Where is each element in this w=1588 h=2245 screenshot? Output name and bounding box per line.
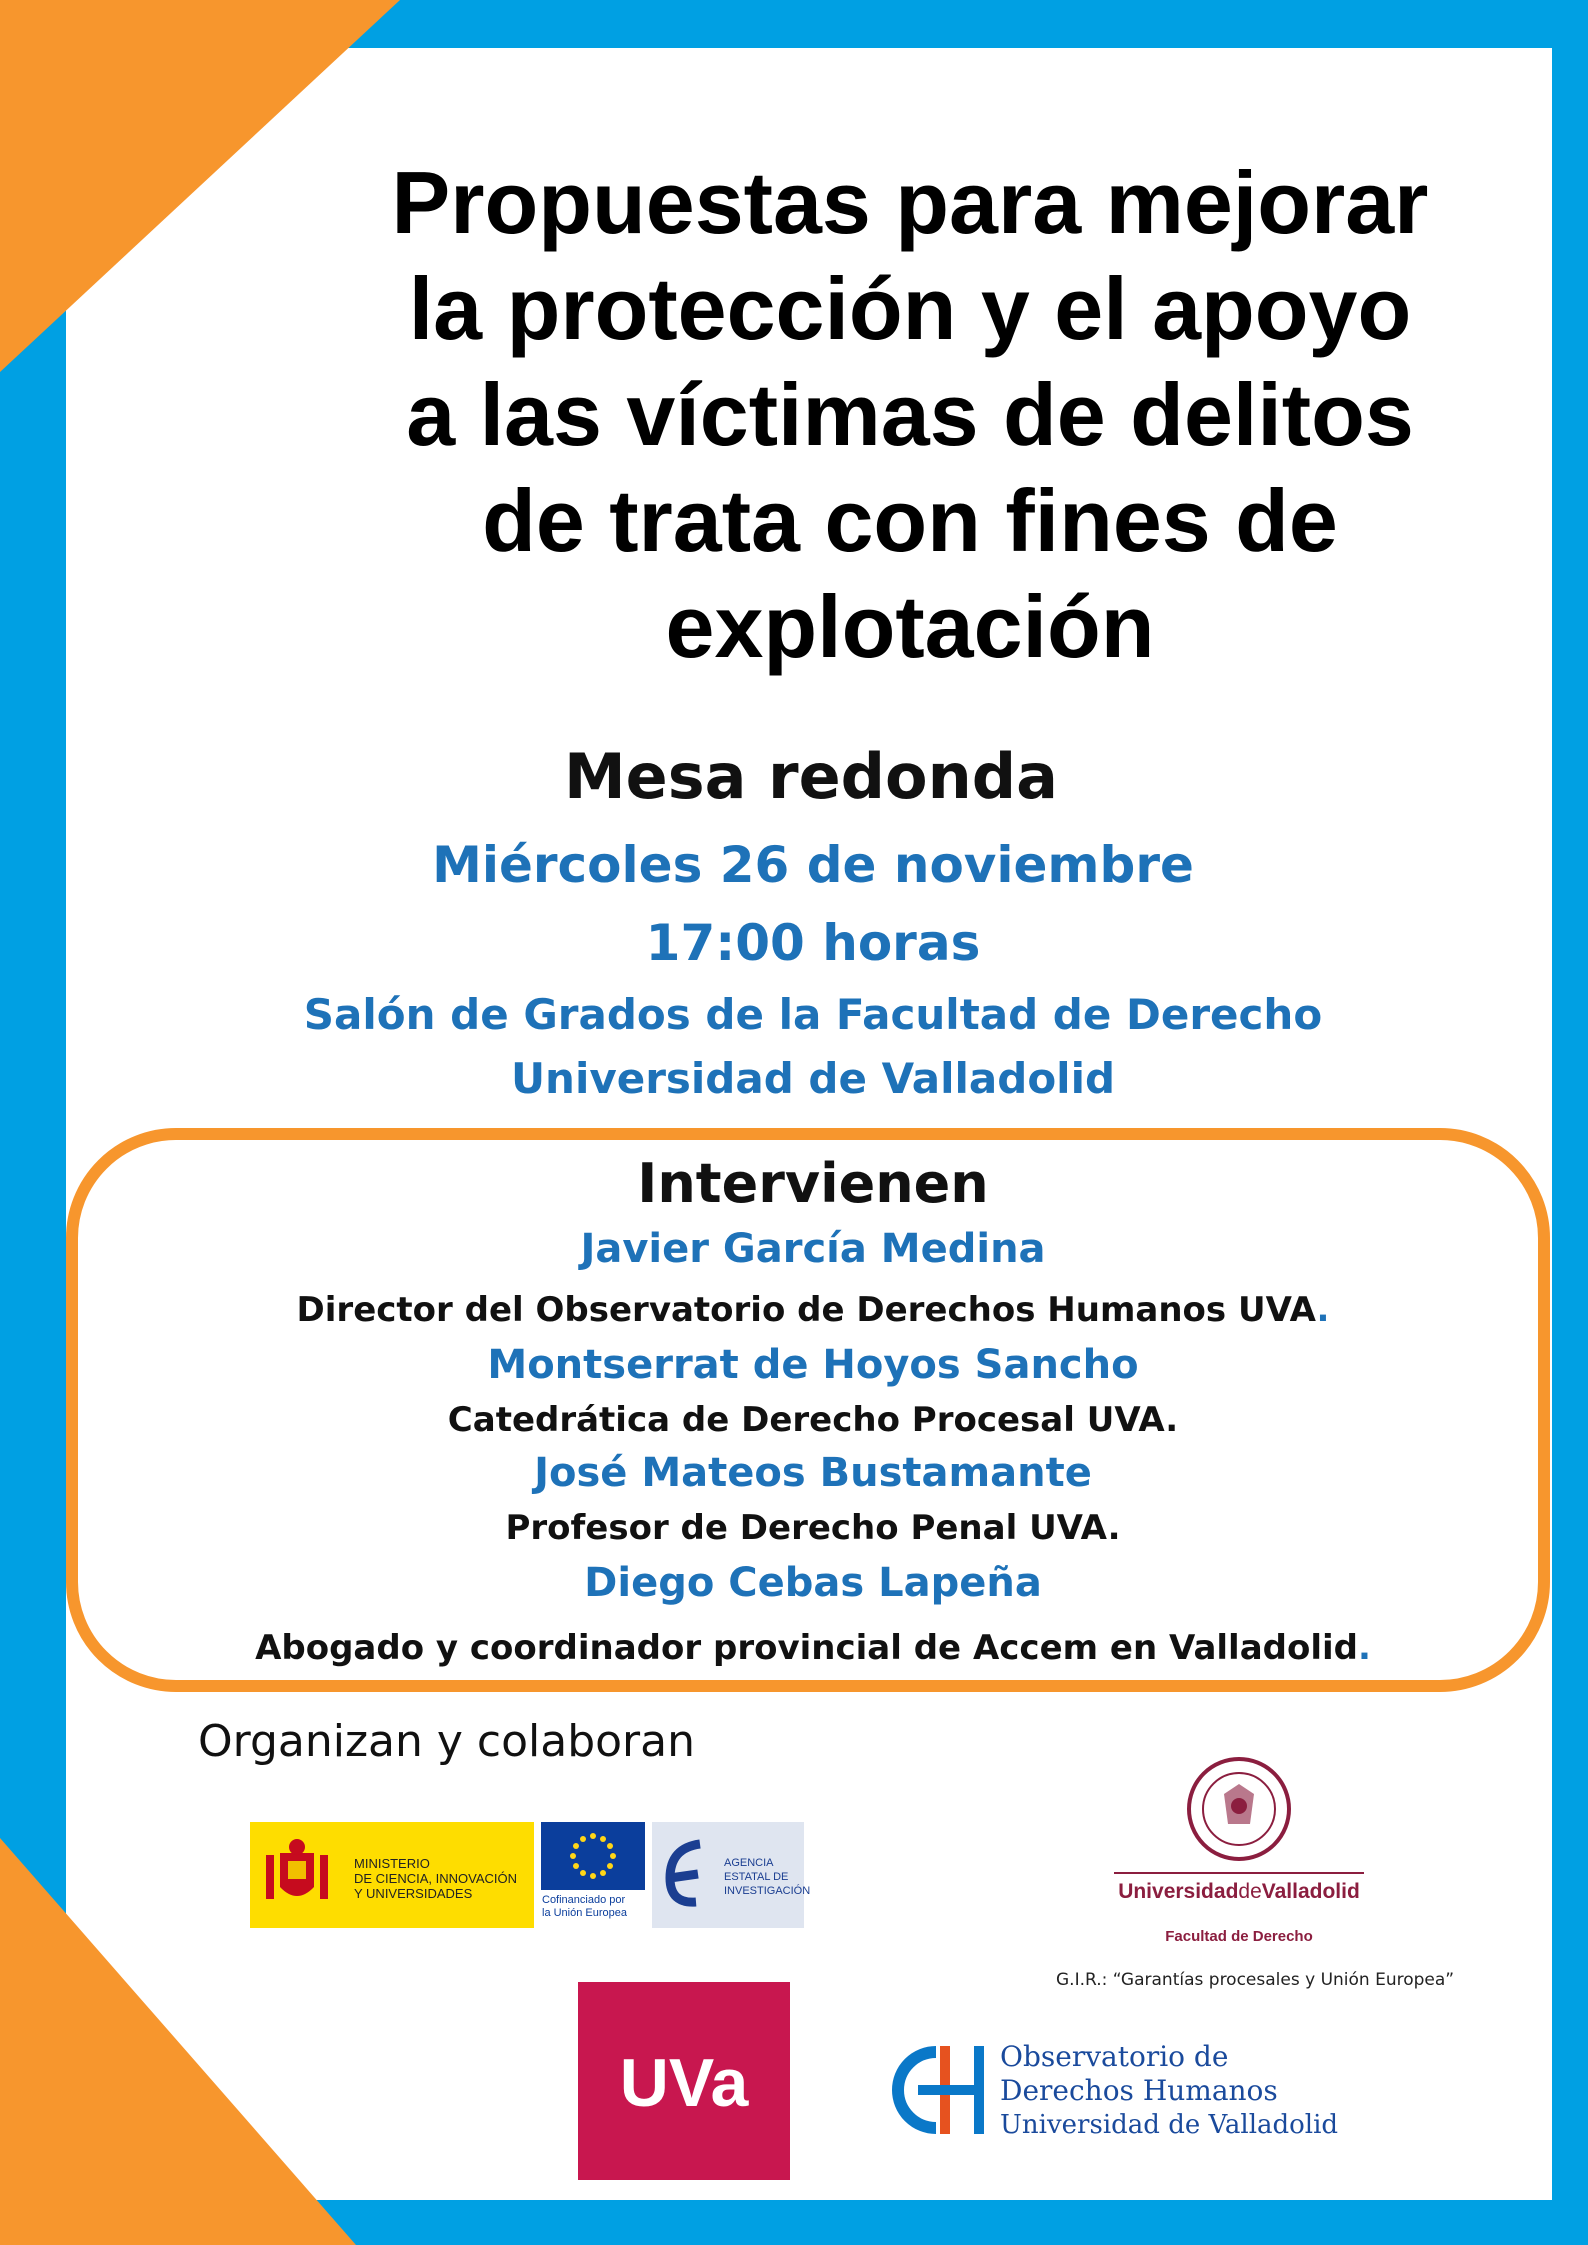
speaker-role: Abogado y coordinador provincial de Accem en Valladolid. <box>255 1628 1371 1668</box>
agency-line: INVESTIGACIÓN <box>724 1885 811 1897</box>
speaker-name: Javier García Medina <box>580 1226 1046 1272</box>
faculty-name: Facultad de Derecho <box>1165 1928 1313 1945</box>
speaker-name: José Mateos Bustamante <box>534 1450 1092 1496</box>
speakers-heading: Intervienen <box>637 1152 989 1215</box>
eu-line: la Unión Europea <box>542 1907 628 1919</box>
event-date: Miércoles 26 de noviembre <box>432 836 1194 894</box>
uva-logo <box>578 1982 790 2180</box>
coat-of-arms-icon <box>262 1835 332 1915</box>
ministry-logo <box>250 1822 534 1928</box>
agency-logo <box>652 1822 811 1928</box>
speaker-role: Catedrática de Derecho Procesal UVA. <box>447 1400 1179 1440</box>
event-venue: Salón de Grados de la Facultad de Derecho <box>303 990 1323 1039</box>
eu-line: Cofinanciado por <box>542 1894 626 1906</box>
speaker-role: Director del Observatorio de Derechos Humanos UVA. <box>296 1290 1330 1330</box>
speaker-name: Diego Cebas Lapeña <box>584 1560 1042 1606</box>
university-name: UniversidaddeValladolid <box>1118 1880 1360 1903</box>
uva-logo-text: UVa <box>619 2045 749 2121</box>
speaker-role: Profesor de Derecho Penal UVA. <box>505 1508 1121 1548</box>
agency-line: ESTATAL DE <box>724 1871 789 1883</box>
speaker-name: Montserrat de Hoyos Sancho <box>487 1342 1139 1388</box>
poster-title: Propuestas para mejorar la protección y el apoyo a las víctimas de delitos de trata con fines de explotación <box>391 153 1429 676</box>
ministry-line: DE CIENCIA, INNOVACIÓN <box>354 1871 518 1886</box>
event-time: 17:00 horas <box>645 914 981 972</box>
observatory-line: Observatorio de <box>1000 2040 1229 2073</box>
observatory-name <box>1000 2040 1338 2142</box>
eu-flag-icon <box>541 1822 645 1890</box>
observatory-line: Derechos Humanos <box>1000 2074 1278 2107</box>
university-rule <box>1114 1872 1364 1874</box>
eu-logo <box>540 1822 646 1928</box>
observatory-line: Universidad de Valladolid <box>1000 2110 1339 2140</box>
ministry-line: MINISTERIO <box>354 1856 430 1871</box>
organizers-heading: Organizan y colaboran <box>198 1716 695 1767</box>
ministry-line: Y UNIVERSIDADES <box>354 1886 473 1901</box>
agency-e-icon <box>660 1834 712 1914</box>
university-seal-logo <box>1184 1754 1294 1864</box>
agency-line: AGENCIA <box>724 1857 774 1869</box>
event-university: Universidad de Valladolid <box>510 1054 1116 1103</box>
research-group-label: G.I.R.: “Garantías procesales y Unión Europea” <box>1056 1970 1455 1990</box>
observatory-odh-icon <box>888 2040 992 2140</box>
event-type: Mesa redonda <box>563 740 1059 813</box>
